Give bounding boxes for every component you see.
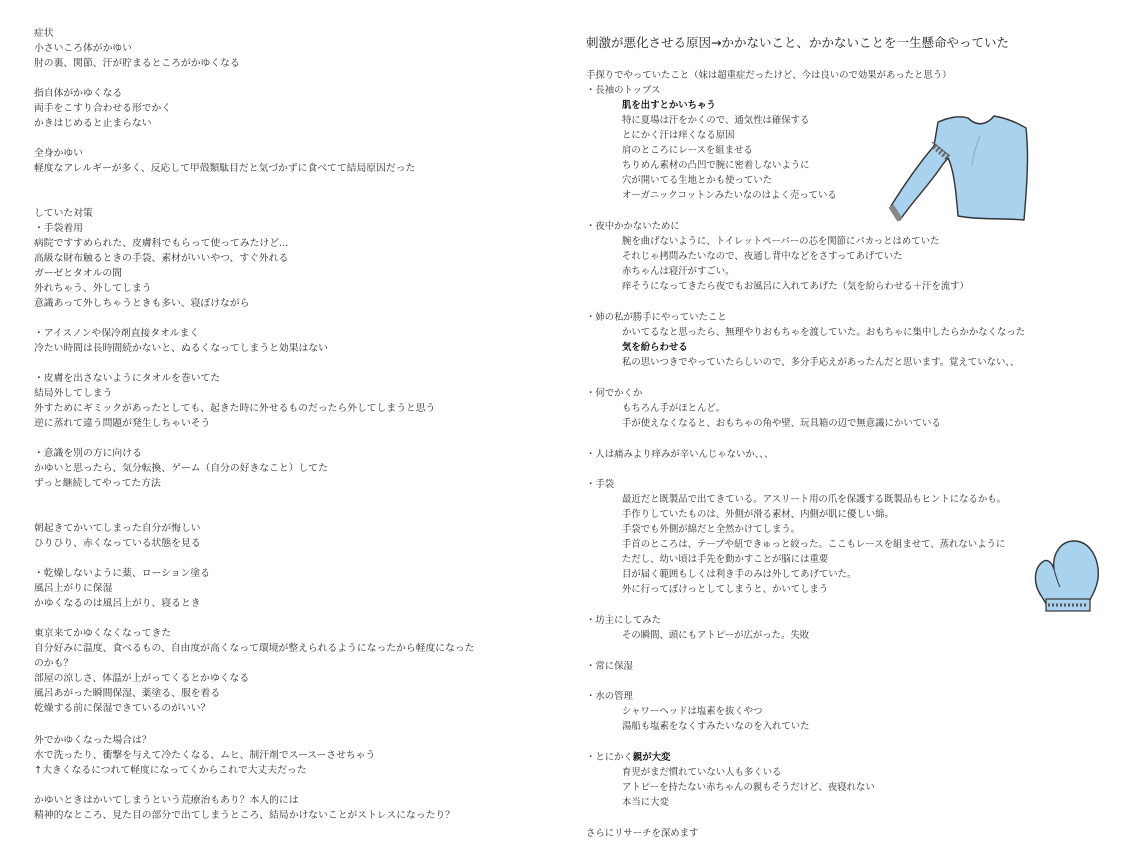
note-line: かいてるなと思ったら、無理やりおもちゃを渡していた。おもちゃに集中したらかかなくなった	[622, 327, 1026, 338]
note-line: ・手袋	[586, 479, 615, 490]
note-line-emphasis: 肌を出すとかいちゃう	[622, 100, 716, 111]
note-line: 手袋でも外側が綿だと全然かけてしまう。	[622, 524, 801, 535]
note-line: 軽度なアレルギーが多く、反応して甲殻類駄目だと気づかずに食べてて結局原因だった	[34, 163, 416, 174]
note-line: 手作りしていたものは、外側が滑る素材、内側が肌に優しい綿。	[622, 509, 894, 520]
note-line: 外れちゃう、外してしまう	[34, 283, 152, 294]
note-line: ・水の管理	[586, 691, 633, 702]
note-line: 痒そうになってきたら夜でもお風呂に入れてあげた（気を紛らわせる＋汗を流す）	[622, 281, 969, 292]
note-line: ・皮膚を出さないようにタオルを巻いてた	[34, 373, 221, 384]
note-line: 朝起きてかいてしまった自分が悔しい	[34, 523, 201, 534]
note-line: ・アイスノンや保冷剤直接タオルまく	[34, 328, 200, 339]
note-line: 風呂あがった瞬間保湿、薬塗る、服を着る	[34, 688, 221, 699]
note-line: 高級な財布触るときの手袋、素材がいいやつ、すぐ外れる	[34, 253, 289, 264]
note-line: ・姉の私が勝手にやっていたこと	[586, 312, 727, 323]
note-line	[586, 751, 670, 764]
note-line: 意識あって外しちゃうときも多い、寝ぼけながら	[34, 298, 250, 309]
note-line-emphasis: 気を紛らわせる	[622, 342, 688, 353]
note-line: オーガニックコットンみたいなのはよく売っている	[622, 190, 837, 201]
note-line: のかも？	[34, 658, 74, 669]
note-line: 外でかゆくなった場合は？	[34, 735, 152, 746]
note-line: 水で洗ったり、衝撃を与えて冷たくなる、ムヒ、制汗剤でスースーさせちゃう	[34, 750, 376, 761]
note-line: ひりひり、赤くなっている状態を見る	[34, 538, 201, 549]
note-line-prefix: ・とにかく	[586, 752, 633, 763]
note-line: 特に夏場は汗をかくので、通気性は確保する	[622, 115, 810, 126]
note-line: かきはじめると止まらない	[34, 118, 152, 129]
note-line: 肩のところにレースを組ませる	[622, 145, 753, 156]
note-line: その瞬間、頭にもアトピーが広がった。失敗	[622, 630, 810, 641]
note-line: ガーゼとタオルの間	[34, 268, 122, 279]
note-line: 目が届く範囲もしくは利き手のみは外してあげていた。	[622, 569, 857, 580]
note-line: かゆいと思ったら、気分転換、ゲーム（自分の好きなこと）してた	[34, 463, 328, 474]
note-line: それじゃ拷問みたいなので、夜通し背中などをさすってあげていた	[622, 251, 903, 262]
note-line: 手が使えなくなると、おもちゃの角や壁、玩具箱の辺で無意識にかいている	[622, 418, 941, 429]
note-line: ・長袖のトップス	[586, 85, 661, 96]
note-line: 両手をこすり合わせる形でかく	[34, 103, 172, 114]
note-line: 本当に大変	[622, 797, 669, 808]
note-line: とにかく汗は痒くなる原因	[622, 130, 735, 141]
note-line: 部屋の涼しさ、体温が上がってくるとかゆくなる	[34, 673, 250, 684]
note-line: ・乾燥しないように薬、ローション塗る	[34, 568, 210, 579]
note-line: ・人は痛みより痒みが辛いんじゃないか、、、	[586, 449, 774, 460]
note-line: 病院ですすめられた、皮膚科でもらって使ってみたけど...	[34, 238, 289, 249]
note-line: 育児がまだ慣れていない人も多くいる	[622, 767, 782, 778]
note-line: 乾燥する前に保湿できているのがいい？	[34, 703, 211, 714]
mitten-illustration	[1030, 535, 1110, 625]
note-line: シャワーヘッドは塩素を抜くやつ	[622, 706, 763, 717]
note-line: アトピーを持たない赤ちゃんの親もそうだけど、夜寝れない	[622, 782, 875, 793]
note-line: さらにリサーチを深めます	[586, 828, 699, 839]
note-line: 精神的なところ、見た目の部分で出てしまうところ、結局かけないことがストレスになったり？	[34, 810, 455, 821]
note-line: 逆に蒸れて違う問題が発生しちゃいそう	[34, 418, 211, 429]
note-line: 肘の裏、関節、汗が貯まるところがかゆくなる	[34, 58, 240, 69]
note-line: ちりめん素材の凸凹で腕に密着しないように	[622, 160, 810, 171]
note-line: 腕を曲げないように、トイレットペーパーの芯を関節にパカっとはめていた	[622, 236, 940, 247]
note-line: 外すためにギミックがあったとしても、起きた時に外せるものだったら外してしまうと思う	[34, 403, 436, 414]
note-line: ・手袋着用	[34, 223, 83, 234]
note-line: 風呂上がりに保湿	[34, 583, 113, 594]
note-line: かゆくなるのは風呂上がり、寝るとき	[34, 598, 201, 609]
note-line: 赤ちゃんは寝汗がすごい。	[622, 266, 735, 277]
note-line: 穴が開いてる生地とかも使っていた	[622, 175, 773, 186]
note-line: 湯船も塩素をなくすみたいなのを入れていた	[622, 721, 810, 732]
note-line: 最近だと既製品で出てきている。アスリート用の爪を保護する既製品もヒントになるかも。	[622, 494, 1007, 505]
note-line: ・夜中かかないために	[586, 221, 680, 232]
note-line: ・坊主にしてみた	[586, 615, 662, 626]
note-line: 手首のところは、テープや紐できゅっと絞った。ここもレースを組ませて、蒸れないように	[622, 539, 1006, 550]
note-line: 全身かゆい	[34, 148, 83, 159]
note-line: 症状	[34, 28, 54, 39]
note-line: 私の思いつきでやっていたらしいので、多分手応えがあったんだと思います。覚えていない、、	[622, 357, 1020, 368]
long-sleeve-top-illustration	[888, 110, 1033, 225]
note-line: 手探りでやっていたこと（妹は超重症だったけど、今は良いので効果があったと思う）	[586, 70, 952, 81]
note-line: ずっと継続してやってた方法	[34, 478, 161, 489]
note-line-emphasis: 親が大変	[632, 752, 671, 763]
note-line: 指自体がかゆくなる	[34, 88, 123, 99]
note-line: ただし、幼い頃は手先を動かすことが脳には重要	[622, 554, 829, 565]
note-line: 小さいころ体がかゆい	[34, 43, 132, 54]
section-heading: 刺激が悪化させる原因→かかないこと、かかないことを一生懸命やっていた	[586, 35, 1009, 50]
note-line: 冷たい時間は長時間続かないと、ぬるくなってしまうと効果はない	[34, 343, 328, 354]
note-line: かゆいときはかいてしまうという荒療治もあり？本人的には	[34, 795, 299, 806]
note-line: 自分好みに温度、食べるもの、自由度が高くなって環境が整えられるようになったから軽度になった	[34, 643, 475, 654]
note-line: もちろん手がほとんど。	[622, 403, 726, 414]
note-line: ・何でかくか	[586, 388, 643, 399]
note-line: ↑大きくなるにつれて軽度になってくからこれで大丈夫だった	[34, 765, 307, 776]
note-line: ・常に保湿	[586, 661, 633, 672]
note-line: していた対策	[34, 208, 93, 219]
note-line: 外に行ってぼけっとしてしまうと、かいてしまう	[622, 584, 829, 595]
note-line: 東京来てかゆくなくなってきた	[34, 628, 172, 639]
note-line: ・意識を別の方に向ける	[34, 448, 142, 459]
note-line: 結局外してしまう	[34, 388, 113, 399]
